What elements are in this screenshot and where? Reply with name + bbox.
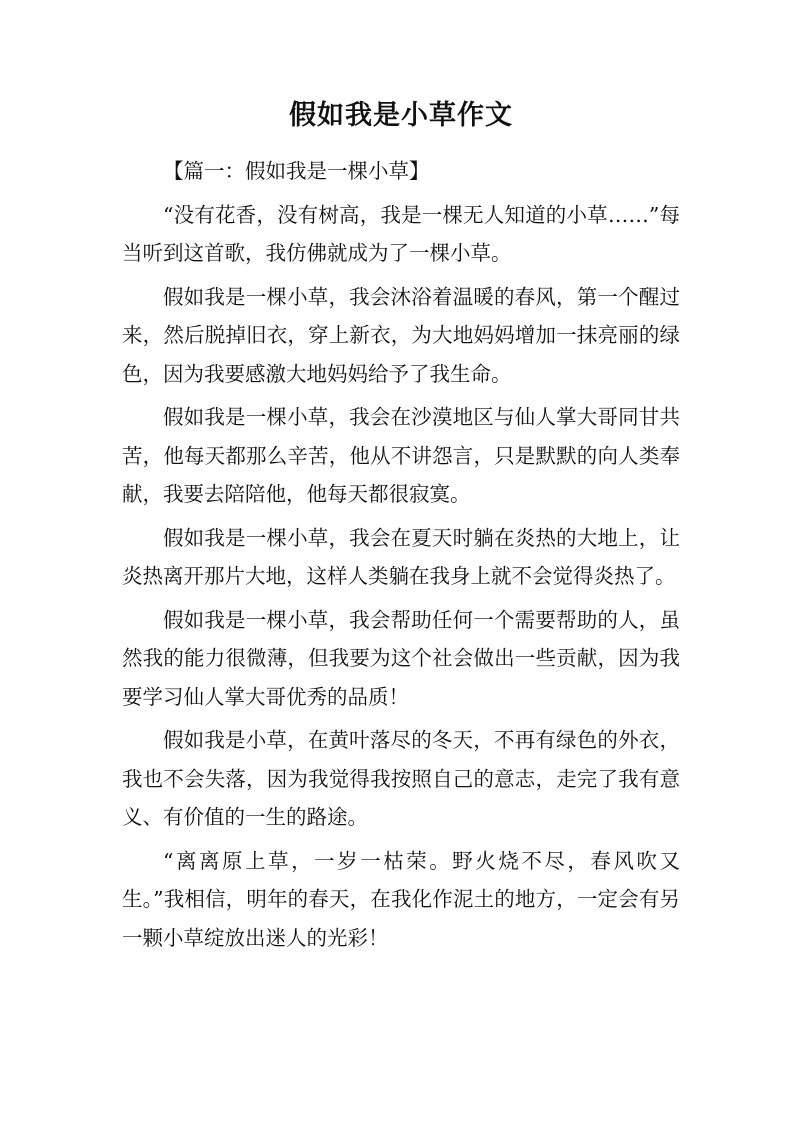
paragraph-5: 假如我是一棵小草，我会帮助任何一个需要帮助的人，虽然我的能力很微薄，但我要为这个社会做出一些贡献，因为我要学习仙人掌大哥优秀的品质！ bbox=[122, 607, 680, 709]
document-title: 假如我是小草作文 bbox=[289, 100, 513, 131]
paragraph-2: 假如我是一棵小草，我会沐浴着温暖的春风，第一个醒过来，然后脱掉旧衣，穿上新衣，为大地妈妈增加一抹亮丽的绿色，因为我要感激大地妈妈给予了我生命。 bbox=[122, 284, 680, 386]
document-body bbox=[122, 152, 680, 957]
paragraph-6: 假如我是小草，在黄叶落尽的冬天，不再有绿色的外衣，我也不会失落，因为我觉得我按照自己的意志，走完了我有意义、有价值的一生的路途。 bbox=[122, 728, 680, 829]
section-heading: 【篇一：假如我是一棵小草】 bbox=[163, 159, 430, 183]
paragraph-7: “离离原上草，一岁一枯荣。野火烧不尽，春风吹又生。”我相信，明年的春天，在我化作泥土的地方，一定会有另一颗小草绽放出迷人的光彩！ bbox=[122, 848, 680, 950]
paragraph-4: 假如我是一棵小草，我会在夏天时躺在炎热的大地上，让炎热离开那片大地，这样人类躺在我身上就不会觉得炎热了。 bbox=[122, 525, 680, 588]
paragraph-1: “没有花香，没有树高，我是一棵无人知道的小草……”每当听到这首歌，我仿佛就成为了一棵小草。 bbox=[122, 202, 680, 265]
paragraph-3: 假如我是一棵小草，我会在沙漠地区与仙人掌大哥同甘共苦，他每天都那么辛苦，他从不讲怨言，只是默默的向人类奉献，我要去陪陪他，他每天都很寂寞。 bbox=[122, 405, 680, 506]
